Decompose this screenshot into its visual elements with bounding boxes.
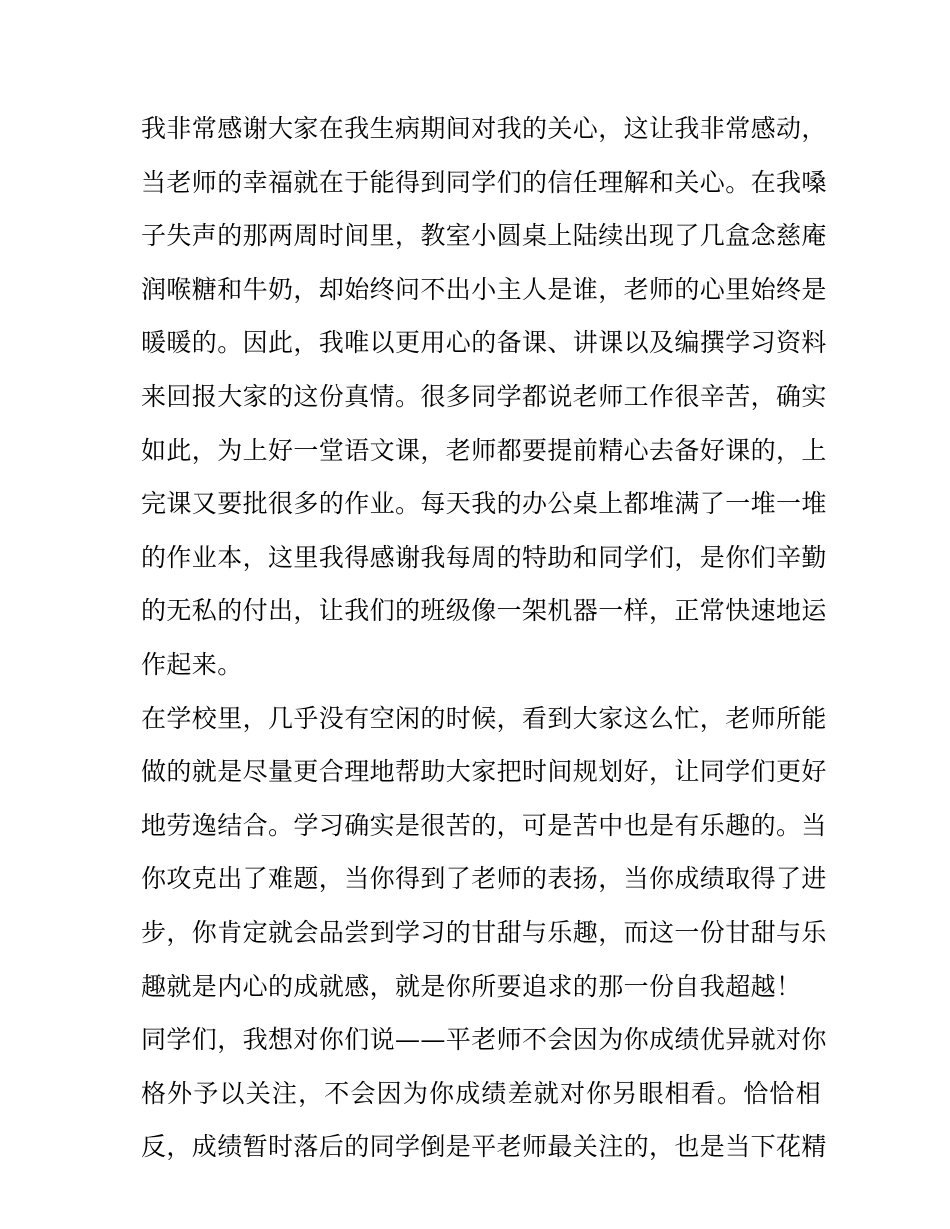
text-line: 的作业本，这里我得感谢我每周的特助和同学们，是你们辛勤 bbox=[141, 542, 827, 572]
text-line: 步，你肯定就会品尝到学习的甘甜与乐趣，而这一份甘甜与乐 bbox=[141, 917, 827, 947]
text-line: 当老师的幸福就在于能得到同学们的信任理解和关心。在我嗓 bbox=[141, 167, 827, 197]
text-line: 作起来。 bbox=[141, 649, 243, 679]
text-line: 润喉糖和牛奶，却始终问不出小主人是谁，老师的心里始终是 bbox=[141, 274, 827, 304]
text-line: 在学校里，几乎没有空闲的时候，看到大家这么忙，老师所能 bbox=[141, 703, 827, 733]
text-line: 做的就是尽量更合理地帮助大家把时间规划好，让同学们更好 bbox=[141, 757, 827, 787]
text-line: 完课又要批很多的作业。每天我的办公桌上都堆满了一堆一堆 bbox=[141, 489, 827, 519]
text-line: 我非常感谢大家在我生病期间对我的关心，这让我非常感动， bbox=[141, 114, 827, 143]
text-line: 暖暖的。因此，我唯以更用心的备课、讲课以及编撰学习资料 bbox=[141, 328, 827, 358]
text-line: 子失声的那两周时间里，教室小圆桌上陆续出现了几盒念慈庵 bbox=[141, 221, 827, 251]
text-line: 趣就是内心的成就感，就是你所要追求的那一份自我超越！ bbox=[141, 971, 802, 1001]
text-line: 反，成绩暂时落后的同学倒是平老师最关注的，也是当下花精 bbox=[141, 1132, 827, 1162]
text-line: 地劳逸结合。学习确实是很苦的，可是苦中也是有乐趣的。当 bbox=[141, 810, 827, 840]
text-line: 如此，为上好一堂语文课，老师都要提前精心去备好课的，上 bbox=[141, 435, 827, 465]
text-line: 你攻克出了难题，当你得到了老师的表扬，当你成绩取得了进 bbox=[141, 864, 827, 894]
text-line: 格外予以关注，不会因为你成绩差就对你另眼相看。恰恰相 bbox=[141, 1078, 821, 1108]
text-line: 同学们，我想对你们说——平老师不会因为你成绩优异就对你 bbox=[141, 1025, 827, 1055]
text-line: 的无私的付出，让我们的班级像一架机器一样，正常快速地运 bbox=[141, 596, 827, 626]
text-line: 来回报大家的这份真情。很多同学都说老师工作很辛苦，确实 bbox=[141, 381, 827, 411]
document-body bbox=[141, 110, 827, 1182]
